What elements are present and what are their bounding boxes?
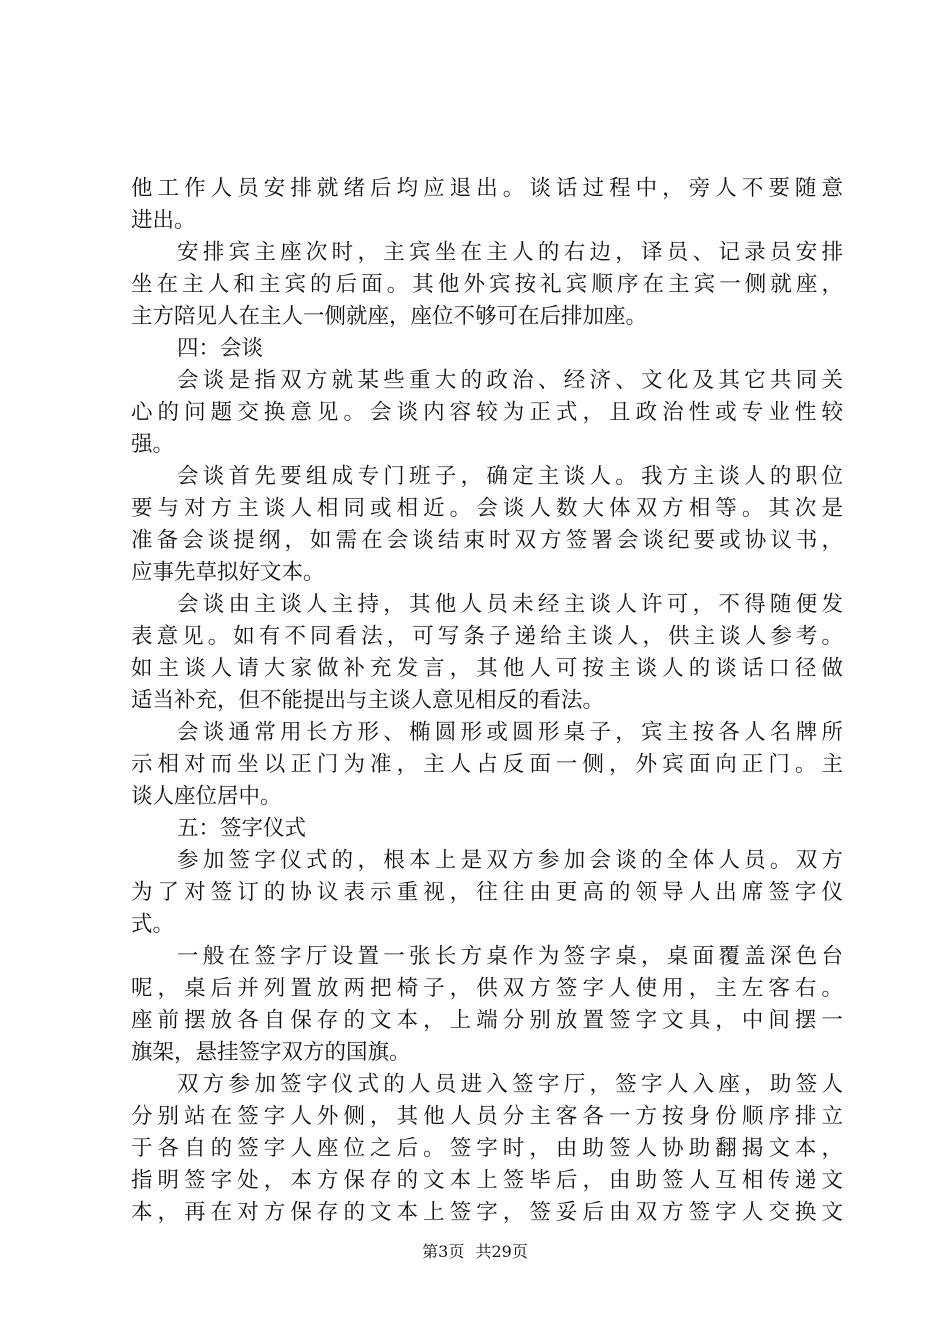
text-line: 他工作人员安排就绪后均应退出。谈话过程中，旁人不要随意 xyxy=(131,176,843,201)
paragraph xyxy=(131,941,843,1069)
text-line: 分别站在签字人外侧，其他人员分主客各一方按身份顺序排立 xyxy=(131,1104,843,1129)
text-line: 座前摆放各自保存的文本，上端分别放置签字文具，中间摆一 xyxy=(131,1008,843,1033)
text-line: 主方陪见人在主人一侧就座，座位不够可在后排加座。 xyxy=(131,304,648,329)
paragraph xyxy=(131,717,843,813)
text-line: 双方参加签字仪式的人员进入签字厅，签字人入座，助签人 xyxy=(177,1072,843,1097)
text-line: 为了对签订的协议表示重视，往往由更高的领导人出席签字仪 xyxy=(131,880,843,905)
text-line: 准备会谈提纲，如需在会谈结束时双方签署会谈纪要或协议书， xyxy=(131,528,843,553)
paragraph xyxy=(131,1069,843,1229)
text-line: 四：会谈 xyxy=(177,336,264,361)
page-footer xyxy=(0,1240,950,1264)
text-line: 于各自的签字人座位之后。签字时，由助签人协助翻揭文本， xyxy=(131,1136,843,1161)
text-line: 指明签字处，本方保存的文本上签毕后，由助签人互相传递文 xyxy=(131,1168,843,1193)
text-line: 一般在签字厅设置一张长方桌作为签字桌，桌面覆盖深色台 xyxy=(177,944,843,969)
text-line: 本，再在对方保存的文本上签字，签妥后由双方签字人交换文 xyxy=(131,1200,843,1225)
text-line: 示相对而坐以正门为准，主人占反面一侧，外宾面向正门。主 xyxy=(131,752,843,777)
section-heading xyxy=(131,813,843,845)
text-line: 旗架，悬挂签字双方的国旗。 xyxy=(131,1040,411,1065)
text-line: 谈人座位居中。 xyxy=(131,784,282,809)
text-line: 进出。 xyxy=(131,208,196,233)
text-line: 会谈由主谈人主持，其他人员未经主谈人许可，不得随便发 xyxy=(177,592,843,617)
page-number: 第3页 xyxy=(422,1242,465,1261)
section-heading xyxy=(131,333,843,365)
text-line: 呢，桌后并列置放两把椅子，供双方签字人使用，主左客右。 xyxy=(131,976,843,1001)
paragraph xyxy=(131,237,843,333)
paragraph xyxy=(131,845,843,941)
text-line: 五：签字仪式 xyxy=(177,816,307,841)
paragraph xyxy=(131,589,843,717)
paragraph xyxy=(131,173,843,237)
text-line: 会谈通常用长方形、椭圆形或圆形桌子，宾主按各人名牌所 xyxy=(177,720,843,745)
text-line: 会谈首先要组成专门班子，确定主谈人。我方主谈人的职位 xyxy=(177,464,843,489)
text-line: 表意见。如有不同看法，可写条子递给主谈人，供主谈人参考。 xyxy=(131,624,843,649)
paragraph xyxy=(131,365,843,461)
text-line: 式。 xyxy=(131,912,175,937)
text-line: 心的问题交换意见。会谈内容较为正式，且政治性或专业性较 xyxy=(131,400,843,425)
text-line: 安排宾主座次时，主宾坐在主人的右边，译员、记录员安排 xyxy=(177,240,843,265)
paragraph xyxy=(131,461,843,589)
text-line: 强。 xyxy=(131,432,175,457)
text-line: 要与对方主谈人相同或相近。会谈人数大体双方相等。其次是 xyxy=(131,496,843,521)
page-total: 共29页 xyxy=(475,1242,528,1261)
text-line: 如主谈人请大家做补充发言，其他人可按主谈人的谈话口径做 xyxy=(131,656,843,681)
text-line: 会谈是指双方就某些重大的政治、经济、文化及其它共同关 xyxy=(177,368,843,393)
text-line: 应事先草拟好文本。 xyxy=(131,560,325,585)
document-body xyxy=(131,173,843,1229)
text-line: 坐在主人和主宾的后面。其他外宾按礼宾顺序在主宾一侧就座， xyxy=(131,272,843,297)
text-line: 适当补充，但不能提出与主谈人意见相反的看法。 xyxy=(131,688,605,713)
text-line: 参加签字仪式的，根本上是双方参加会谈的全体人员。双方 xyxy=(177,848,843,873)
